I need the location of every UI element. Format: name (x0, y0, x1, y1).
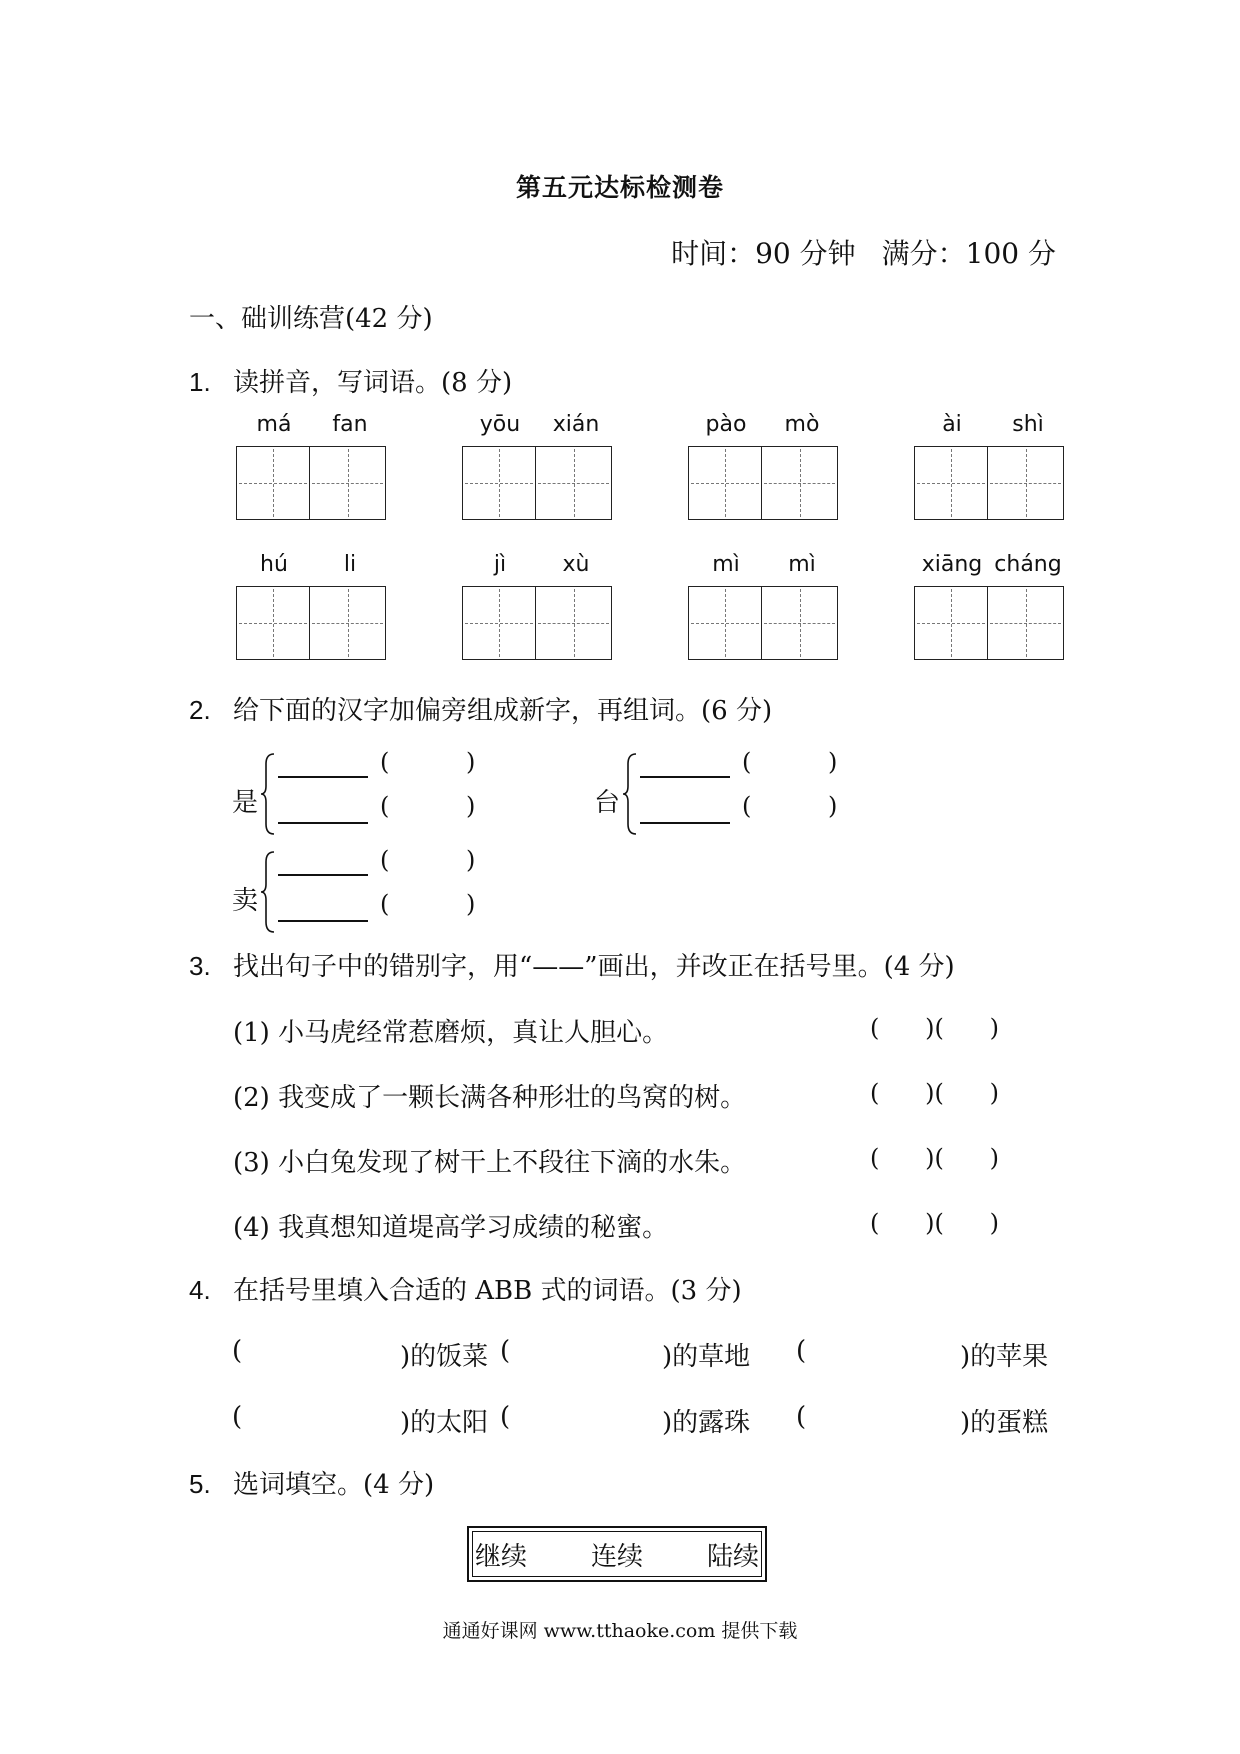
radical-item (594, 748, 874, 848)
abb-noun: 的草地 (672, 1342, 751, 1372)
pinyin-label: pào (705, 412, 747, 437)
abb-item (400, 1336, 488, 1373)
radical-blank[interactable] (278, 874, 368, 876)
tianzi-cell[interactable] (462, 586, 536, 660)
paren-close: ) (828, 748, 838, 776)
word-option: 继续 (475, 1541, 528, 1572)
tianzi-cell[interactable] (536, 586, 612, 660)
paren-close: ) (662, 1342, 673, 1372)
exam-meta (671, 232, 1056, 272)
question-text: 找出句子中的错别字，用“——”画出，并改正在括号里。(4 分) (233, 952, 955, 982)
abb-noun: 的太阳 (410, 1408, 489, 1438)
word-blank[interactable] (380, 890, 475, 918)
abb-item (960, 1402, 1048, 1439)
word-choice-box (467, 1526, 767, 1582)
question-3 (189, 946, 955, 983)
writing-grid (236, 586, 386, 660)
paren-close: ) (400, 1342, 411, 1372)
tianzi-cell[interactable] (688, 586, 762, 660)
pinyin-label: hú (260, 552, 288, 577)
paren-close: ) (828, 792, 838, 820)
radical-item (232, 748, 512, 848)
word-option: 连续 (590, 1541, 643, 1572)
full-score: 满分：100 分 (881, 237, 1056, 270)
radical-blank[interactable] (278, 776, 368, 778)
tianzi-cell[interactable] (236, 586, 310, 660)
question-text: 选词填空。(4 分) (233, 1470, 435, 1500)
paren-close: ) (400, 1408, 411, 1438)
word-blank[interactable] (742, 792, 837, 820)
question-2 (189, 690, 772, 727)
question-4 (189, 1270, 742, 1307)
tianzi-cell[interactable] (310, 446, 386, 520)
tianzi-cell[interactable] (914, 586, 988, 660)
abb-blank-open[interactable]: ( (232, 1402, 243, 1432)
pinyin-label: xù (562, 552, 590, 577)
tianzi-cell[interactable] (762, 586, 838, 660)
abb-item (960, 1336, 1048, 1373)
correction-blanks[interactable]: ( )( ) (870, 1079, 999, 1107)
footer-credit: 通通好课网 www.tthaoke.com 提供下载 (442, 1620, 798, 1642)
question-number: 1. (189, 367, 211, 397)
paren-close: ) (960, 1342, 971, 1372)
writing-grid (914, 446, 1064, 520)
question-text: 读拼音，写词语。(8 分) (233, 368, 513, 398)
pinyin-label: mò (784, 412, 820, 437)
tianzi-cell[interactable] (762, 446, 838, 520)
writing-grid (462, 446, 612, 520)
tianzi-cell[interactable] (462, 446, 536, 520)
word-blank[interactable] (380, 846, 475, 874)
paren-close: ) (960, 1408, 971, 1438)
writing-grid (688, 586, 838, 660)
question-number: 2. (189, 695, 211, 725)
tianzi-cell[interactable] (988, 446, 1064, 520)
writing-grid (462, 586, 612, 660)
word-blank[interactable] (742, 748, 837, 776)
pinyin-label: má (256, 412, 292, 437)
tianzi-cell[interactable] (688, 446, 762, 520)
radical-blank[interactable] (640, 776, 730, 778)
word-option: 陆续 (706, 1541, 759, 1572)
paren-open: ( (380, 748, 390, 776)
abb-item (662, 1402, 750, 1439)
abb-blank-open[interactable]: ( (232, 1336, 243, 1366)
pinyin-label: yōu (479, 412, 521, 437)
tianzi-cell[interactable] (988, 586, 1064, 660)
error-sentence: (4) 我真想知道堤高学习成绩的秘蜜。 (233, 1213, 669, 1243)
abb-noun: 的苹果 (970, 1342, 1049, 1372)
question-text: 在括号里填入合适的 ABB 式的词语。(3 分) (233, 1276, 742, 1306)
paren-close: ) (466, 890, 476, 918)
pinyin-label: fan (332, 412, 368, 437)
brace-icon (260, 752, 276, 836)
paren-close: ) (466, 748, 476, 776)
paren-open: ( (380, 846, 390, 874)
radical-blank[interactable] (278, 822, 368, 824)
brace-icon (622, 752, 638, 836)
paren-open: ( (380, 890, 390, 918)
correction-blanks[interactable]: ( )( ) (870, 1209, 999, 1237)
pinyin-label: xián (552, 412, 600, 437)
abb-item (662, 1336, 750, 1373)
brace-icon (260, 850, 276, 934)
pinyin-label: shì (1012, 412, 1044, 437)
page-title: 第五元达标检测卷 (515, 173, 724, 202)
paren-open: ( (742, 748, 752, 776)
tianzi-cell[interactable] (536, 446, 612, 520)
question-text: 给下面的汉字加偏旁组成新字，再组词。(6 分) (233, 696, 773, 726)
pinyin-label: jì (493, 552, 507, 577)
base-character: 卖 (232, 886, 259, 916)
writing-grid (688, 446, 838, 520)
question-1 (189, 362, 512, 399)
base-character: 是 (232, 788, 259, 818)
abb-noun: 的蛋糕 (970, 1408, 1049, 1438)
correction-blanks[interactable]: ( )( ) (870, 1014, 999, 1042)
pinyin-label: mì (788, 552, 816, 577)
abb-item (400, 1402, 488, 1439)
abb-blank-open[interactable]: ( (796, 1402, 807, 1432)
question-5 (189, 1464, 434, 1501)
abb-noun: 的饭菜 (410, 1342, 489, 1372)
paren-close: ) (466, 792, 476, 820)
time-limit: 时间：90 分钟 (671, 237, 856, 270)
pinyin-label: mì (712, 552, 740, 577)
abb-blank-open[interactable]: ( (500, 1402, 511, 1432)
abb-noun: 的露珠 (672, 1408, 751, 1438)
paren-close: ) (466, 846, 476, 874)
abb-blank-open[interactable]: ( (796, 1336, 807, 1366)
question-number: 3. (189, 951, 211, 981)
question-number: 4. (189, 1275, 211, 1305)
correction-blanks[interactable]: ( )( ) (870, 1144, 999, 1172)
base-character: 台 (594, 788, 621, 818)
radical-blank[interactable] (278, 920, 368, 922)
error-sentence: (2) 我变成了一颗长满各种形壮的鸟窝的树。 (233, 1083, 747, 1113)
pinyin-label: cháng (994, 552, 1062, 577)
radical-item (232, 846, 512, 946)
tianzi-cell[interactable] (236, 446, 310, 520)
pinyin-label: xiāng (921, 552, 983, 577)
pinyin-label: li (343, 552, 357, 577)
radical-blank[interactable] (640, 822, 730, 824)
error-sentence: (1) 小马虎经常惹磨烦，真让人胆心。 (233, 1018, 669, 1048)
writing-grid (236, 446, 386, 520)
pinyin-label: ài (942, 412, 962, 437)
paren-open: ( (742, 792, 752, 820)
section-heading: 一、础训练营(42 分) (189, 304, 433, 334)
writing-grid (914, 586, 1064, 660)
word-blank[interactable] (380, 792, 475, 820)
paren-open: ( (380, 792, 390, 820)
tianzi-cell[interactable] (914, 446, 988, 520)
abb-blank-open[interactable]: ( (500, 1336, 511, 1366)
error-sentence: (3) 小白兔发现了树干上不段往下滴的水朱。 (233, 1148, 747, 1178)
tianzi-cell[interactable] (310, 586, 386, 660)
paren-close: ) (662, 1408, 673, 1438)
word-blank[interactable] (380, 748, 475, 776)
question-number: 5. (189, 1469, 211, 1499)
